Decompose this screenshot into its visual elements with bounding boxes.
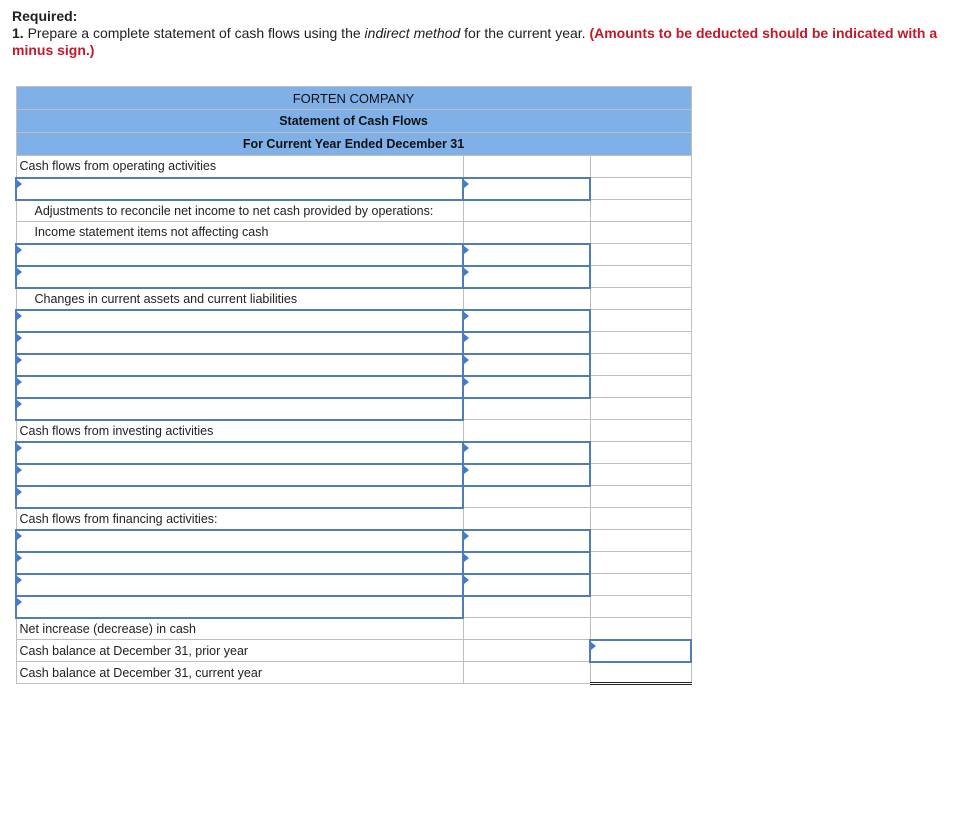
operating-label: Cash flows from operating activities: [16, 156, 463, 178]
operating-label-input[interactable]: [16, 178, 463, 200]
label-input[interactable]: [17, 267, 462, 287]
cash-flow-statement: [15, 86, 692, 685]
empty-cell: [590, 332, 691, 354]
empty-cell: [590, 442, 691, 464]
required-heading: Required:: [12, 8, 78, 24]
label-input[interactable]: [17, 575, 462, 595]
empty-cell: [590, 156, 691, 178]
empty-cell: [590, 266, 691, 288]
change-label-input[interactable]: [16, 376, 463, 398]
investing-label: Cash flows from investing activities: [16, 420, 463, 442]
begin-balance-label: Cash balance at December 31, prior year: [16, 640, 463, 662]
company-name: FORTEN COMPANY: [16, 87, 691, 110]
amount-input[interactable]: [464, 179, 589, 199]
end-balance-label: Cash balance at December 31, current year: [16, 662, 463, 684]
empty-cell: [463, 398, 590, 420]
input-row-change-1: [16, 310, 691, 332]
amount-input[interactable]: [464, 465, 589, 485]
empty-cell: [463, 222, 590, 244]
income-item-label-input[interactable]: [16, 244, 463, 266]
label-input[interactable]: [17, 531, 462, 551]
investing-amount-input[interactable]: [463, 442, 590, 464]
change-amount-input[interactable]: [463, 310, 590, 332]
header-row-period: [16, 133, 691, 156]
empty-cell: [590, 464, 691, 486]
change-label-input[interactable]: [16, 332, 463, 354]
income-item-amount-input[interactable]: [463, 266, 590, 288]
empty-cell: [590, 596, 691, 618]
instruction-text-part2: for the current year.: [460, 25, 590, 41]
label-input[interactable]: [17, 465, 462, 485]
section-row-financing: [16, 508, 691, 530]
empty-cell: [590, 200, 691, 222]
investing-label-input[interactable]: [16, 464, 463, 486]
label-input[interactable]: [17, 179, 462, 199]
amount-input[interactable]: [464, 333, 589, 353]
empty-cell: [590, 398, 691, 420]
amount-input[interactable]: [591, 641, 690, 661]
section-row-income-items: [16, 222, 691, 244]
empty-cell: [590, 486, 691, 508]
net-change-label: Net increase (decrease) in cash: [16, 618, 463, 640]
income-items-label: Income statement items not affecting cash: [16, 222, 463, 244]
empty-cell: [463, 420, 590, 442]
row-net-change: [16, 618, 691, 640]
label-input[interactable]: [17, 377, 462, 397]
change-amount-input[interactable]: [463, 354, 590, 376]
investing-label-input[interactable]: [16, 442, 463, 464]
operating-total-label-input[interactable]: [16, 398, 463, 420]
input-row-income-item-2: [16, 266, 691, 288]
amount-input[interactable]: [464, 245, 589, 265]
empty-cell: [590, 420, 691, 442]
input-row-change-2: [16, 332, 691, 354]
empty-cell: [463, 200, 590, 222]
empty-cell: [463, 486, 590, 508]
amount-input[interactable]: [464, 531, 589, 551]
empty-cell: [590, 376, 691, 398]
input-row-change-4: [16, 376, 691, 398]
label-input[interactable]: [17, 355, 462, 375]
income-item-label-input[interactable]: [16, 266, 463, 288]
instruction-text-part1: Prepare a complete statement of cash flows using the: [23, 25, 365, 41]
input-row-investing-total: [16, 486, 691, 508]
end-balance-amount: [590, 662, 691, 684]
input-row-change-3: [16, 354, 691, 376]
empty-cell: [590, 354, 691, 376]
financing-label: Cash flows from financing activities:: [16, 508, 463, 530]
label-input[interactable]: [17, 399, 462, 419]
begin-balance-input[interactable]: [590, 640, 691, 662]
change-amount-input[interactable]: [463, 332, 590, 354]
financing-label-input[interactable]: [16, 552, 463, 574]
input-row-financing-total: [16, 596, 691, 618]
empty-cell: [590, 178, 691, 200]
row-begin-balance: [16, 640, 691, 662]
empty-cell: [590, 552, 691, 574]
label-input[interactable]: [17, 333, 462, 353]
input-row-investing-1: [16, 442, 691, 464]
income-item-amount-input[interactable]: [463, 244, 590, 266]
empty-cell: [463, 618, 590, 640]
amount-input[interactable]: [464, 355, 589, 375]
input-row-income-item-1: [16, 244, 691, 266]
header-row-title: [16, 110, 691, 133]
amount-input[interactable]: [464, 311, 589, 331]
label-input[interactable]: [17, 553, 462, 573]
empty-cell: [463, 662, 590, 684]
instruction-text: [12, 25, 952, 59]
empty-cell: [590, 530, 691, 552]
input-row-net-income: [16, 178, 691, 200]
empty-cell: [590, 574, 691, 596]
section-row-operating: [16, 156, 691, 178]
financing-amount-input[interactable]: [463, 530, 590, 552]
financing-label-input[interactable]: [16, 574, 463, 596]
section-row-investing: [16, 420, 691, 442]
instructions: [12, 8, 952, 59]
amount-input[interactable]: [464, 575, 589, 595]
empty-cell: [590, 244, 691, 266]
amount-input[interactable]: [464, 553, 589, 573]
empty-cell: [463, 156, 590, 178]
statement-title: Statement of Cash Flows: [16, 110, 691, 133]
empty-cell: [463, 508, 590, 530]
empty-cell: [590, 310, 691, 332]
row-end-balance: [16, 662, 691, 684]
empty-cell: [463, 288, 590, 310]
label-input[interactable]: [17, 443, 462, 463]
empty-cell: [590, 222, 691, 244]
amount-input[interactable]: [464, 377, 589, 397]
financing-total-label-input[interactable]: [16, 596, 463, 618]
input-row-financing-3: [16, 574, 691, 596]
financing-amount-input[interactable]: [463, 552, 590, 574]
section-row-changes: [16, 288, 691, 310]
amount-input[interactable]: [464, 443, 589, 463]
label-input[interactable]: [17, 245, 462, 265]
amount-input[interactable]: [464, 267, 589, 287]
minus-sign-note: (Amounts to be deducted should be indicated with a minus sign.): [12, 25, 938, 58]
investing-total-label-input[interactable]: [16, 486, 463, 508]
section-row-adjustments: [16, 200, 691, 222]
header-row-company: [16, 87, 691, 110]
input-row-financing-1: [16, 530, 691, 552]
financing-label-input[interactable]: [16, 530, 463, 552]
adjustments-label: Adjustments to reconcile net income to net cash provided by operations:: [16, 200, 463, 222]
operating-amount-input[interactable]: [463, 178, 590, 200]
change-amount-input[interactable]: [463, 376, 590, 398]
changes-label: Changes in current assets and current liabilities: [16, 288, 463, 310]
label-input[interactable]: [17, 311, 462, 331]
financing-amount-input[interactable]: [463, 574, 590, 596]
instruction-number: 1.: [12, 25, 24, 41]
empty-cell: [590, 288, 691, 310]
label-input[interactable]: [17, 597, 462, 617]
change-label-input[interactable]: [16, 310, 463, 332]
label-input[interactable]: [17, 487, 462, 507]
input-row-financing-2: [16, 552, 691, 574]
net-change-amount: [590, 618, 691, 640]
change-label-input[interactable]: [16, 354, 463, 376]
empty-cell: [463, 596, 590, 618]
input-row-operating-total: [16, 398, 691, 420]
statement-period: For Current Year Ended December 31: [16, 133, 691, 156]
empty-cell: [463, 640, 590, 662]
instruction-emphasis: indirect method: [364, 25, 461, 41]
empty-cell: [590, 508, 691, 530]
input-row-investing-2: [16, 464, 691, 486]
investing-amount-input[interactable]: [463, 464, 590, 486]
